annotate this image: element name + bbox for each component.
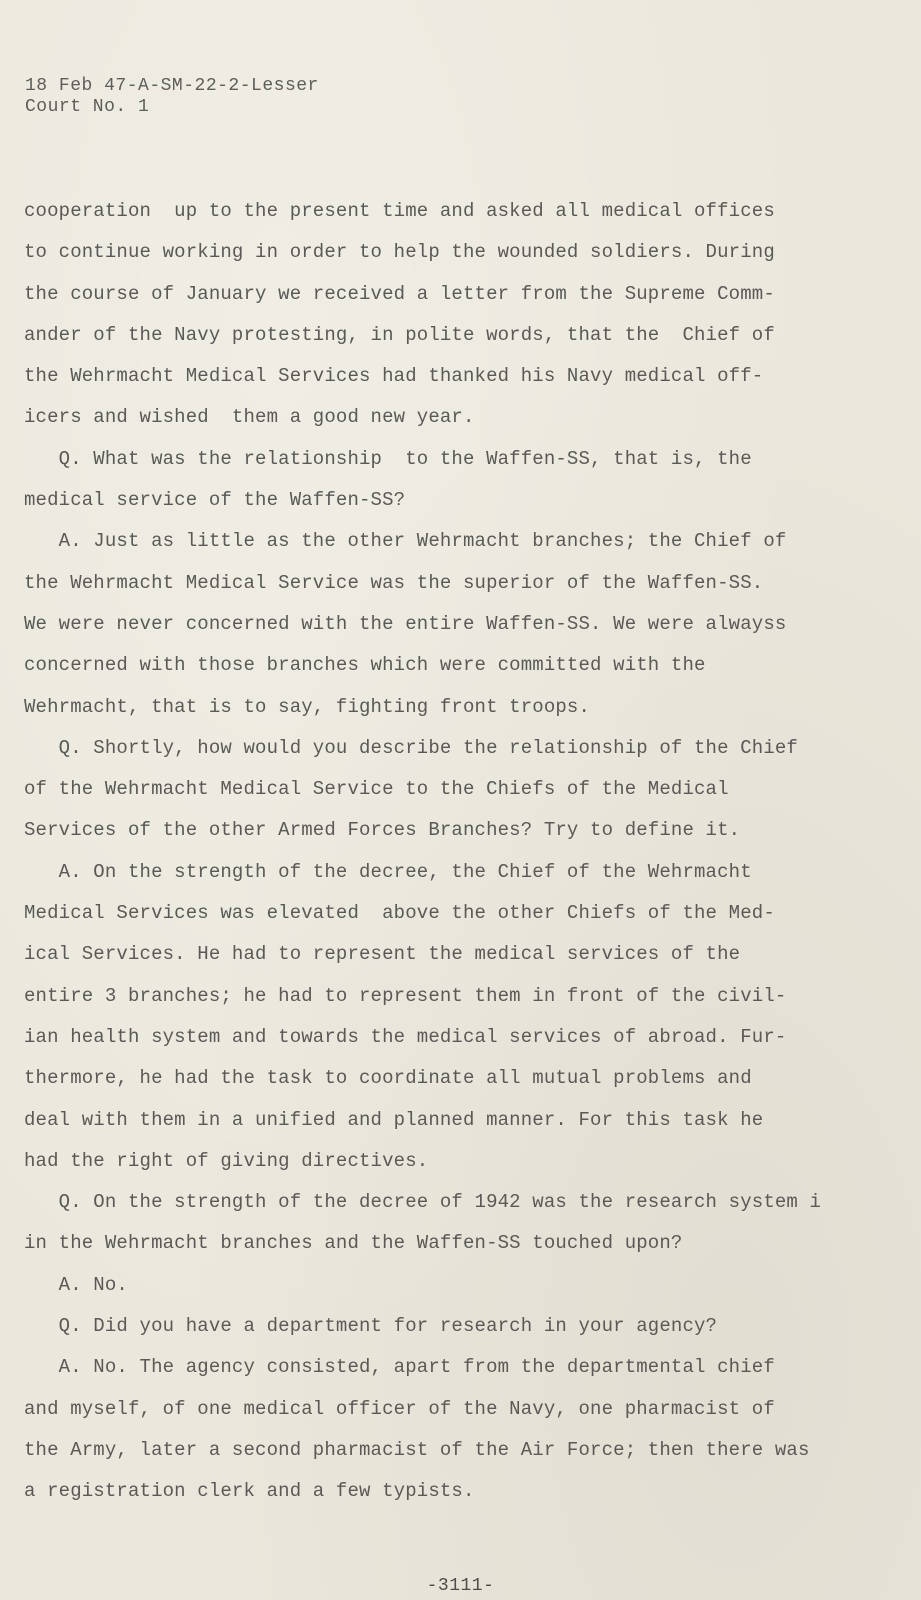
transcript-body <box>24 191 884 1513</box>
text-line: ander of the Navy protesting, in polite words, that the Chief of <box>24 323 775 346</box>
text-line: medical service of the Waffen-SS? <box>24 489 406 512</box>
text-line: a registration clerk and a few typists. <box>24 1480 475 1503</box>
text-line: A. Just as little as the other Wehrmacht branches; the Chief of <box>24 530 787 553</box>
header-reference-line: 18 Feb 47-A-SM-22-2-Lesser <box>25 76 319 96</box>
page-number: -3111- <box>426 1576 495 1596</box>
text-line: Services of the other Armed Forces Branches? Try to define it. <box>24 819 741 842</box>
text-line: the Wehrmacht Medical Services had thanked his Navy medical off- <box>24 365 764 388</box>
text-line: A. No. The agency consisted, apart from the departmental chief <box>24 1356 775 1379</box>
text-line: Q. Shortly, how would you describe the relationship of the Chief <box>24 736 798 759</box>
text-line: ian health system and towards the medical services of abroad. Fur- <box>24 1025 787 1048</box>
text-line: Q. Did you have a department for research in your agency? <box>24 1315 718 1338</box>
text-line: A. No. <box>24 1273 128 1296</box>
text-line: of the Wehrmacht Medical Service to the Chiefs of the Medical <box>24 778 729 801</box>
text-line: to continue working in order to help the wounded soldiers. During <box>24 241 775 264</box>
text-line: icers and wished them a good new year. <box>24 406 475 429</box>
text-line: in the Wehrmacht branches and the Waffen-SS touched upon? <box>24 1232 683 1255</box>
document-header <box>25 76 319 118</box>
text-line: had the right of giving directives. <box>24 1149 429 1172</box>
text-line: Q. What was the relationship to the Waffen-SS, that is, the <box>24 447 752 470</box>
text-line: Wehrmacht, that is to say, fighting front troops. <box>24 695 591 718</box>
text-line: and myself, of one medical officer of the Navy, one pharmacist of <box>24 1397 775 1420</box>
text-line: the Wehrmacht Medical Service was the superior of the Waffen-SS. <box>24 571 764 594</box>
text-line: Medical Services was elevated above the other Chiefs of the Med- <box>24 902 775 925</box>
text-line: the Army, later a second pharmacist of the Air Force; then there was <box>24 1438 810 1461</box>
text-line: concerned with those branches which were committed with the <box>24 654 706 677</box>
text-line: cooperation up to the present time and asked all medical offices <box>24 200 775 222</box>
text-line: entire 3 branches; he had to represent them in front of the civil- <box>24 984 787 1007</box>
text-line: A. On the strength of the decree, the Chief of the Wehrmacht <box>24 860 752 883</box>
text-line: Q. On the strength of the decree of 1942 was the research system i <box>24 1191 822 1214</box>
text-line: thermore, he had the task to coordinate all mutual problems and <box>24 1067 752 1090</box>
text-line: the course of January we received a letter from the Supreme Comm- <box>24 282 775 305</box>
text-line: ical Services. He had to represent the medical services of the <box>24 943 741 966</box>
header-court-line: Court No. 1 <box>25 97 150 117</box>
text-line: deal with them in a unified and planned manner. For this task he <box>24 1108 764 1131</box>
text-line: We were never concerned with the entire Waffen-SS. We were alwayss <box>24 612 787 635</box>
